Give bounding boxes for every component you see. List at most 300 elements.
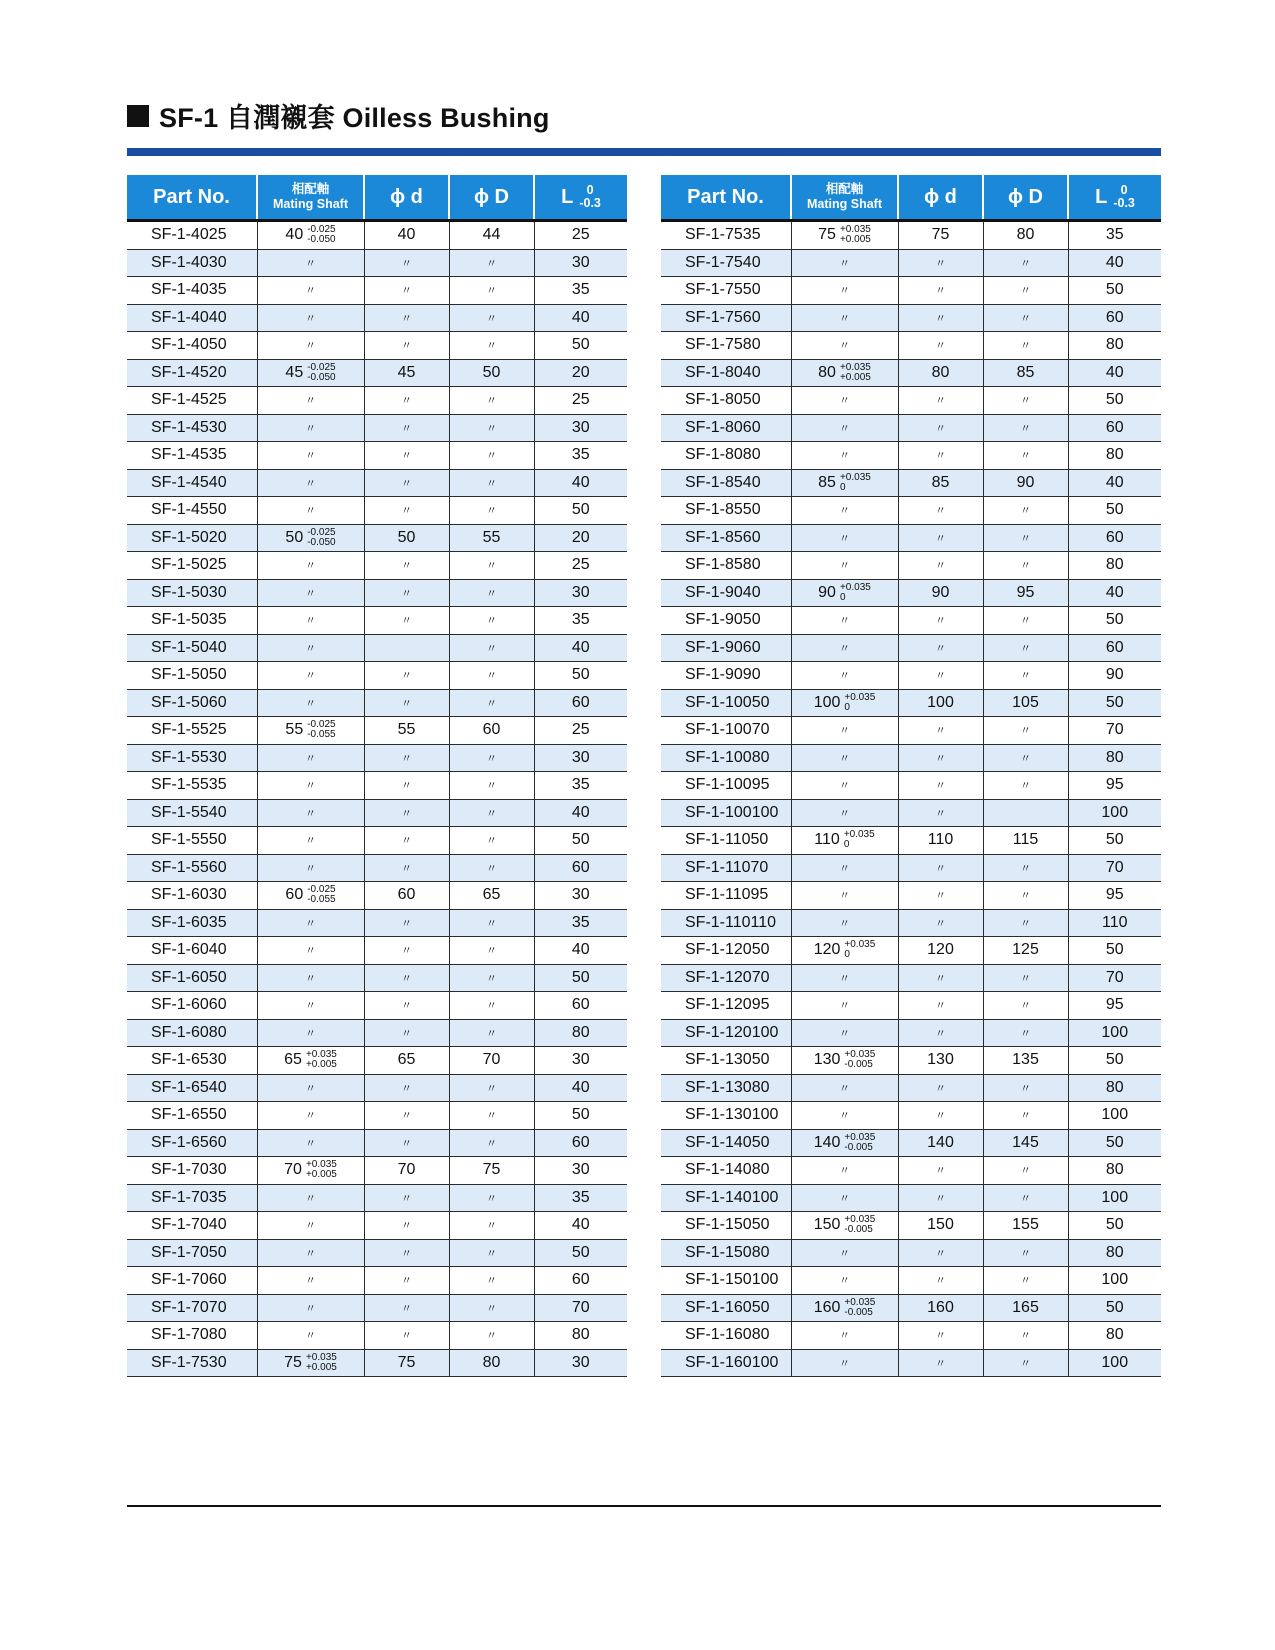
part-no-cell: SF-1-5020: [127, 524, 257, 552]
outer-diameter-cell: 80: [449, 1349, 534, 1377]
outer-diameter-cell: 〃: [449, 497, 534, 525]
inner-diameter-cell: 60: [364, 882, 449, 910]
length-cell: 20: [534, 359, 627, 387]
part-no-cell: SF-1-15050: [661, 1212, 791, 1240]
inner-diameter-cell: 75: [364, 1349, 449, 1377]
part-no-cell: SF-1-6030: [127, 882, 257, 910]
footer-rule: [127, 1505, 1161, 1507]
part-no-cell: SF-1-5540: [127, 799, 257, 827]
length-cell: 40: [534, 799, 627, 827]
length-cell: 20: [534, 524, 627, 552]
outer-diameter-cell: 145: [983, 1129, 1068, 1157]
inner-diameter-cell: 〃: [898, 1184, 983, 1212]
mating-shaft-cell: 〃: [791, 332, 898, 360]
mating-shaft-cell: [791, 1129, 898, 1157]
shaft-size: 160: [813, 1298, 841, 1316]
shaft-tol-upper: +0.035: [843, 829, 875, 841]
table-header-row: [127, 175, 627, 221]
inner-diameter-cell: 〃: [898, 964, 983, 992]
outer-diameter-cell: 〃: [983, 277, 1068, 305]
length-cell: 35: [534, 1184, 627, 1212]
length-cell: 30: [534, 414, 627, 442]
length-cell: 35: [534, 277, 627, 305]
table-row: [127, 1129, 627, 1157]
inner-diameter-cell: 120: [898, 937, 983, 965]
part-no-cell: SF-1-6560: [127, 1129, 257, 1157]
part-no-cell: SF-1-8540: [661, 469, 791, 497]
inner-diameter-cell: 〃: [898, 992, 983, 1020]
outer-diameter-cell: 〃: [449, 1184, 534, 1212]
mating-shaft-cell: [257, 221, 364, 250]
inner-diameter-cell: 〃: [364, 744, 449, 772]
shaft-tol-lower: +0.005: [839, 371, 871, 383]
inner-diameter-cell: 140: [898, 1129, 983, 1157]
shaft-size: 70: [284, 1161, 302, 1179]
mating-shaft-cell: 〃: [791, 1074, 898, 1102]
outer-diameter-cell: 〃: [983, 1239, 1068, 1267]
shaft-size: 100: [813, 693, 841, 711]
inner-diameter-cell: 〃: [364, 1239, 449, 1267]
mating-shaft-cell: 〃: [791, 799, 898, 827]
outer-diameter-cell: 50: [449, 359, 534, 387]
mating-shaft-cell: [791, 221, 898, 250]
mating-shaft-cell: 〃: [257, 799, 364, 827]
length-cell: 50: [1068, 387, 1161, 415]
header-mating-en: Mating Shaft: [807, 197, 882, 211]
mating-shaft-cell: 〃: [257, 1322, 364, 1350]
outer-diameter-cell: 105: [983, 689, 1068, 717]
shaft-tol-upper: +0.035: [305, 1049, 337, 1061]
inner-diameter-cell: 〃: [898, 799, 983, 827]
table-row: [127, 1074, 627, 1102]
inner-diameter-cell: 〃: [898, 387, 983, 415]
length-cell: 40: [534, 634, 627, 662]
table-row: [127, 1047, 627, 1075]
mating-shaft-cell: 〃: [257, 579, 364, 607]
length-cell: 50: [534, 1102, 627, 1130]
table-row: [661, 662, 1161, 690]
inner-diameter-cell: 50: [364, 524, 449, 552]
length-cell: 80: [534, 1322, 627, 1350]
part-no-cell: SF-1-16080: [661, 1322, 791, 1350]
inner-diameter-cell: 〃: [364, 827, 449, 855]
table-row: [127, 1322, 627, 1350]
mating-shaft-cell: 〃: [791, 992, 898, 1020]
table-row: [127, 882, 627, 910]
outer-diameter-cell: 〃: [449, 579, 534, 607]
shaft-tol-upper: +0.035: [844, 1214, 876, 1226]
inner-diameter-cell: 〃: [898, 1157, 983, 1185]
shaft-size: 50: [285, 528, 304, 546]
inner-diameter-cell: 〃: [364, 1184, 449, 1212]
length-cell: 100: [1068, 1184, 1161, 1212]
mating-shaft-cell: 〃: [791, 1239, 898, 1267]
part-no-cell: SF-1-7060: [127, 1267, 257, 1295]
inner-diameter-cell: 〃: [898, 909, 983, 937]
table-row: [661, 1349, 1161, 1377]
part-no-cell: SF-1-12070: [661, 964, 791, 992]
table-row: [127, 827, 627, 855]
table-row: [127, 799, 627, 827]
length-cell: 25: [534, 552, 627, 580]
header-mating-shaft: [791, 175, 898, 221]
mating-shaft-cell: 〃: [257, 964, 364, 992]
table-row: [661, 799, 1161, 827]
mating-shaft-cell: 〃: [791, 387, 898, 415]
table-row: [661, 1074, 1161, 1102]
part-no-cell: SF-1-5030: [127, 579, 257, 607]
shaft-tol-lower: 0: [844, 949, 850, 961]
length-cell: 95: [1068, 772, 1161, 800]
shaft-size: 90: [818, 583, 836, 601]
part-no-cell: SF-1-11070: [661, 854, 791, 882]
header-mating-shaft: [257, 175, 364, 221]
inner-diameter-cell: 〃: [898, 552, 983, 580]
table-row: [661, 524, 1161, 552]
square-bullet-icon: [127, 105, 149, 127]
mating-shaft-cell: 〃: [791, 497, 898, 525]
mating-shaft-cell: 〃: [791, 744, 898, 772]
part-no-cell: SF-1-4525: [127, 387, 257, 415]
part-no-cell: SF-1-16050: [661, 1294, 791, 1322]
part-no-cell: SF-1-140100: [661, 1184, 791, 1212]
inner-diameter-cell: 〃: [898, 1019, 983, 1047]
length-cell: 40: [1068, 469, 1161, 497]
inner-diameter-cell: 〃: [364, 1129, 449, 1157]
table-row: [127, 634, 627, 662]
length-cell: 35: [534, 772, 627, 800]
shaft-size: 80: [818, 363, 836, 381]
header-length-tol-upper: 0: [1120, 183, 1128, 197]
length-cell: 50: [1068, 689, 1161, 717]
shaft-tol-upper: +0.035: [305, 1351, 337, 1363]
mating-shaft-cell: 〃: [791, 662, 898, 690]
inner-diameter-cell: 45: [364, 359, 449, 387]
mating-shaft-cell: [791, 1047, 898, 1075]
table-row: [127, 414, 627, 442]
part-no-cell: SF-1-7070: [127, 1294, 257, 1322]
table-row: [661, 689, 1161, 717]
length-cell: 30: [534, 249, 627, 277]
length-cell: 100: [1068, 1349, 1161, 1377]
mating-shaft-cell: [257, 717, 364, 745]
shaft-tol-upper: +0.035: [839, 581, 871, 593]
outer-diameter-cell: 〃: [983, 717, 1068, 745]
length-cell: 80: [1068, 1322, 1161, 1350]
table-row: [661, 1129, 1161, 1157]
length-cell: 50: [1068, 1129, 1161, 1157]
length-cell: 80: [1068, 1074, 1161, 1102]
table-row: [127, 1239, 627, 1267]
outer-diameter-cell: 〃: [449, 744, 534, 772]
outer-diameter-cell: 〃: [983, 1157, 1068, 1185]
outer-diameter-cell: 〃: [983, 414, 1068, 442]
length-cell: 50: [1068, 937, 1161, 965]
shaft-tol-lower: -0.055: [307, 894, 336, 906]
inner-diameter-cell: 〃: [364, 277, 449, 305]
inner-diameter-cell: 80: [898, 359, 983, 387]
table-row: [661, 827, 1161, 855]
outer-diameter-cell: 〃: [449, 854, 534, 882]
shaft-tol-lower: -0.050: [307, 371, 336, 383]
table-row: [661, 1322, 1161, 1350]
length-cell: 60: [534, 992, 627, 1020]
table-row: [661, 359, 1161, 387]
header-mating-cn: 相配軸: [825, 182, 864, 196]
mating-shaft-cell: 〃: [257, 414, 364, 442]
length-cell: 50: [1068, 607, 1161, 635]
table-row: [127, 552, 627, 580]
outer-diameter-cell: 〃: [983, 304, 1068, 332]
table-row: [661, 964, 1161, 992]
outer-diameter-cell: 〃: [983, 662, 1068, 690]
length-cell: 110: [1068, 909, 1161, 937]
part-no-cell: SF-1-15080: [661, 1239, 791, 1267]
length-cell: 60: [534, 689, 627, 717]
part-no-cell: SF-1-10050: [661, 689, 791, 717]
mating-shaft-cell: 〃: [791, 1184, 898, 1212]
mating-shaft-cell: 〃: [257, 1129, 364, 1157]
header-mating-en: Mating Shaft: [273, 197, 348, 211]
part-no-cell: SF-1-12095: [661, 992, 791, 1020]
table-row: [127, 909, 627, 937]
length-cell: 25: [534, 717, 627, 745]
outer-diameter-cell: 〃: [449, 442, 534, 470]
part-no-cell: SF-1-8580: [661, 552, 791, 580]
header-length-label: L: [1095, 185, 1108, 208]
shaft-size: 75: [284, 1353, 302, 1371]
length-cell: 100: [1068, 1102, 1161, 1130]
part-no-cell: SF-1-5550: [127, 827, 257, 855]
table-row: [661, 552, 1161, 580]
length-cell: 70: [534, 1294, 627, 1322]
table-row: [661, 1157, 1161, 1185]
outer-diameter-cell: 〃: [983, 1019, 1068, 1047]
shaft-tol-lower: -0.005: [844, 1141, 873, 1153]
part-no-cell: SF-1-13050: [661, 1047, 791, 1075]
outer-diameter-cell: 〃: [449, 304, 534, 332]
mating-shaft-cell: 〃: [257, 662, 364, 690]
mating-shaft-cell: 〃: [257, 442, 364, 470]
inner-diameter-cell: 〃: [898, 332, 983, 360]
outer-diameter-cell: 155: [983, 1212, 1068, 1240]
inner-diameter-cell: 〃: [364, 442, 449, 470]
outer-diameter-cell: 〃: [983, 1074, 1068, 1102]
length-cell: 50: [1068, 277, 1161, 305]
header-outer-diameter: ϕ D: [983, 175, 1068, 221]
mating-shaft-cell: 〃: [257, 249, 364, 277]
length-cell: 80: [534, 1019, 627, 1047]
header-outer-diameter: ϕ D: [449, 175, 534, 221]
mating-shaft-cell: [257, 1349, 364, 1377]
part-no-cell: SF-1-8560: [661, 524, 791, 552]
shaft-size: 65: [284, 1051, 302, 1069]
table-row: [127, 689, 627, 717]
inner-diameter-cell: 〃: [364, 772, 449, 800]
part-no-cell: SF-1-7035: [127, 1184, 257, 1212]
inner-diameter-cell: 〃: [898, 1239, 983, 1267]
length-cell: 40: [534, 304, 627, 332]
length-cell: 40: [534, 1074, 627, 1102]
part-no-cell: SF-1-7540: [661, 249, 791, 277]
table-row: [661, 304, 1161, 332]
mating-shaft-cell: 〃: [257, 387, 364, 415]
outer-diameter-cell: 〃: [449, 799, 534, 827]
length-cell: 40: [1068, 249, 1161, 277]
table-row: [661, 992, 1161, 1020]
part-no-cell: SF-1-5025: [127, 552, 257, 580]
length-cell: 30: [534, 882, 627, 910]
outer-diameter-cell: 125: [983, 937, 1068, 965]
mating-shaft-cell: 〃: [791, 304, 898, 332]
length-cell: 30: [534, 744, 627, 772]
part-no-cell: SF-1-6035: [127, 909, 257, 937]
mating-shaft-cell: 〃: [257, 1267, 364, 1295]
outer-diameter-cell: 〃: [983, 497, 1068, 525]
part-no-cell: SF-1-7080: [127, 1322, 257, 1350]
inner-diameter-cell: 100: [898, 689, 983, 717]
part-no-cell: SF-1-5560: [127, 854, 257, 882]
mating-shaft-cell: 〃: [791, 414, 898, 442]
table-row: [661, 854, 1161, 882]
outer-diameter-cell: 〃: [449, 277, 534, 305]
table-row: [127, 1212, 627, 1240]
table-header-row: [661, 175, 1161, 221]
mating-shaft-cell: [791, 1212, 898, 1240]
length-cell: 100: [1068, 1019, 1161, 1047]
part-no-cell: SF-1-120100: [661, 1019, 791, 1047]
length-cell: 90: [1068, 662, 1161, 690]
table-row: [127, 359, 627, 387]
mating-shaft-cell: [791, 469, 898, 497]
outer-diameter-cell: 〃: [449, 909, 534, 937]
part-no-cell: SF-1-8080: [661, 442, 791, 470]
table-row: [661, 1294, 1161, 1322]
part-no-cell: SF-1-11050: [661, 827, 791, 855]
part-no-cell: SF-1-10080: [661, 744, 791, 772]
outer-diameter-cell: 〃: [449, 1239, 534, 1267]
table-row: [661, 1212, 1161, 1240]
length-cell: 35: [534, 909, 627, 937]
mating-shaft-cell: 〃: [257, 937, 364, 965]
table-row: [661, 1267, 1161, 1295]
inner-diameter-cell: 〃: [364, 854, 449, 882]
mating-shaft-cell: 〃: [791, 964, 898, 992]
mating-shaft-cell: 〃: [257, 634, 364, 662]
table-row: [661, 744, 1161, 772]
mating-shaft-cell: 〃: [791, 1157, 898, 1185]
table-row: [127, 524, 627, 552]
length-cell: 100: [1068, 799, 1161, 827]
mating-shaft-cell: 〃: [791, 552, 898, 580]
mating-shaft-cell: 〃: [257, 607, 364, 635]
inner-diameter-cell: 〃: [364, 1294, 449, 1322]
mating-shaft-cell: [791, 937, 898, 965]
part-no-cell: SF-1-8050: [661, 387, 791, 415]
part-no-cell: SF-1-14050: [661, 1129, 791, 1157]
shaft-size: 85: [818, 473, 836, 491]
mating-shaft-cell: 〃: [257, 469, 364, 497]
table-row: [127, 332, 627, 360]
inner-diameter-cell: 〃: [364, 964, 449, 992]
length-cell: 50: [534, 827, 627, 855]
inner-diameter-cell: 〃: [898, 717, 983, 745]
shaft-tol-lower: -0.050: [307, 234, 336, 246]
shaft-tol-upper: -0.025: [307, 884, 336, 896]
outer-diameter-cell: 〃: [449, 249, 534, 277]
part-no-cell: SF-1-5530: [127, 744, 257, 772]
length-cell: 70: [1068, 717, 1161, 745]
outer-diameter-cell: 〃: [449, 634, 534, 662]
mating-shaft-cell: 〃: [791, 1019, 898, 1047]
outer-diameter-cell: [983, 799, 1068, 827]
inner-diameter-cell: 65: [364, 1047, 449, 1075]
length-cell: 50: [1068, 1212, 1161, 1240]
mating-shaft-cell: [257, 1157, 364, 1185]
shaft-tol-lower: -0.005: [844, 1306, 873, 1318]
part-no-cell: SF-1-4035: [127, 277, 257, 305]
inner-diameter-cell: 〃: [364, 1102, 449, 1130]
table-row: [127, 442, 627, 470]
mating-shaft-cell: 〃: [257, 552, 364, 580]
outer-diameter-cell: 〃: [449, 414, 534, 442]
length-cell: 50: [1068, 497, 1161, 525]
inner-diameter-cell: 〃: [364, 1322, 449, 1350]
mating-shaft-cell: [257, 524, 364, 552]
part-no-cell: SF-1-7580: [661, 332, 791, 360]
table-row: [127, 607, 627, 635]
length-cell: 50: [1068, 1294, 1161, 1322]
mating-shaft-cell: [791, 689, 898, 717]
shaft-size: 75: [818, 226, 836, 244]
header-length-tol-upper: 0: [586, 183, 594, 197]
mating-shaft-cell: 〃: [791, 634, 898, 662]
shaft-tol-upper: +0.035: [844, 939, 876, 951]
outer-diameter-cell: 〃: [983, 332, 1068, 360]
inner-diameter-cell: 110: [898, 827, 983, 855]
inner-diameter-cell: 〃: [364, 1074, 449, 1102]
inner-diameter-cell: 55: [364, 717, 449, 745]
table-row: [127, 1102, 627, 1130]
table-row: [127, 497, 627, 525]
outer-diameter-cell: 〃: [983, 1102, 1068, 1130]
shaft-tol-lower: -0.055: [307, 729, 336, 741]
table-row: [661, 579, 1161, 607]
shaft-tol-upper: -0.025: [307, 224, 336, 236]
shaft-tol-lower: +0.005: [305, 1361, 337, 1373]
length-cell: 25: [534, 387, 627, 415]
table-row: [661, 277, 1161, 305]
mating-shaft-cell: 〃: [791, 1267, 898, 1295]
part-no-cell: SF-1-160100: [661, 1349, 791, 1377]
length-cell: 40: [534, 937, 627, 965]
outer-diameter-cell: 〃: [983, 744, 1068, 772]
table-row: [127, 304, 627, 332]
shaft-tol-lower: +0.005: [305, 1169, 337, 1181]
mating-shaft-cell: 〃: [791, 1322, 898, 1350]
outer-diameter-cell: 60: [449, 717, 534, 745]
table-row: [127, 744, 627, 772]
table-row: [127, 992, 627, 1020]
table-row: [661, 497, 1161, 525]
inner-diameter-cell: 〃: [898, 772, 983, 800]
part-no-cell: SF-1-9050: [661, 607, 791, 635]
outer-diameter-cell: 〃: [449, 552, 534, 580]
mating-shaft-cell: 〃: [257, 827, 364, 855]
shaft-tol-upper: -0.025: [307, 719, 336, 731]
length-cell: 50: [1068, 1047, 1161, 1075]
inner-diameter-cell: 〃: [364, 249, 449, 277]
